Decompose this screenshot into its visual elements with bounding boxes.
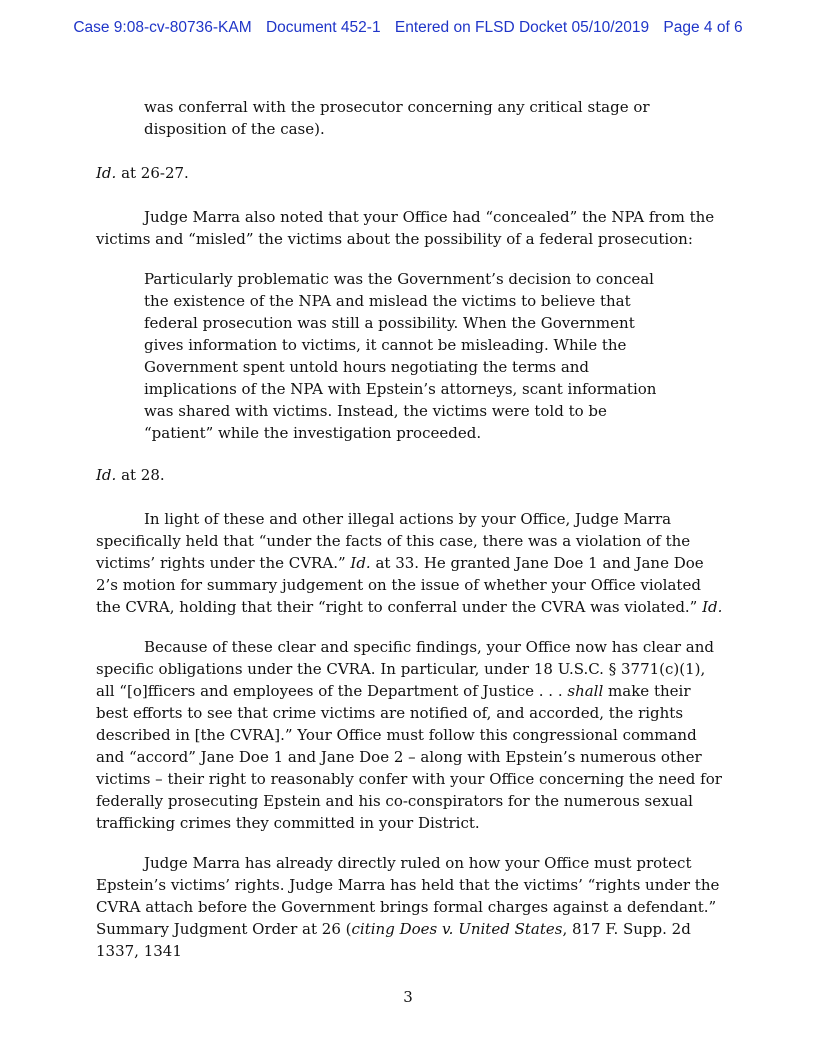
citation-line-2 — [96, 464, 726, 486]
citation-line-1 — [96, 162, 726, 184]
citation-pages: at 26-27. — [116, 164, 189, 182]
header-entered-date: Entered on FLSD Docket 05/10/2019 — [394, 19, 650, 36]
citation-id: Id. — [702, 598, 723, 616]
paragraph-concealed: Judge Marra also noted that your Office had “concealed” the NPA from the victims and “misled” the victims about the possibility of a federal prosecution: — [96, 208, 715, 248]
block-quote-conferral: was conferral with the prosecutor concerning any critical stage or disposition of the case). — [144, 98, 650, 138]
citation-id: Id. — [350, 554, 371, 572]
paragraph-text: In light of these and other illegal actions by your Office, Judge Marra specifically held that “under the facts of this case, there was a violation of the victims’ rights under the CVRA.” — [96, 510, 691, 572]
docket-header — [0, 19, 816, 37]
paragraph-violation-held — [96, 508, 726, 618]
case-citation: citing Does v. United States — [351, 920, 563, 938]
citation-id: Id. — [96, 466, 117, 484]
block-quote-problematic: Particularly problematic was the Government’s decision to conceal the existence of the NPA and mislead the victims to believe that federal prosecution was still a possibility. When the Government gives information to victims, it cannot be misleading. While the Government spent untold hours negotiating the terms and implications of the NPA with Epstein’s attorneys, scant information was shared with victims. Instead, the victims were told to be “patient” while the investigation proceeded. — [144, 270, 657, 442]
citation-pages: at 28. — [116, 466, 165, 484]
citation-id: Id. — [96, 164, 117, 182]
paragraph-rights-attach — [96, 852, 726, 962]
header-document-number: Document 452-1 — [265, 19, 381, 36]
paragraph-text: at 33. He granted Jane Doe 1 and Jane Doe 2’s motion for summary judgement on the issue of whether your Office violated the CVRA, holding that their “right to conferral under the CVRA was violated.” — [96, 554, 704, 616]
emphasis-shall: shall — [567, 682, 604, 700]
paragraph-text: Judge Marra has already directly ruled on how your Office must protect Epstein’s victims’ rights. Judge Marra has held that the victims’ “rights under the CVRA attach before the Government brings formal charges against a defendant.” Summary Judgment Order at 26 ( — [96, 854, 720, 938]
paragraph-text: make their best efforts to see that crime victims are notified of, and accorded, the rights described in [the CVRA].” Your Office must follow this congressional command and “accord” Jane Doe 1 and Jane Doe 2 – along with Epstein’s numerous other victims – their right to reasonably confer with your Office concerning the need for federally prosecuting Epstein and his co-conspirators for the numerous sexual trafficking crimes they committed in your District. — [96, 682, 722, 832]
paragraph-text: , 817 F. Supp. 2d 1337, 1341 — [96, 920, 691, 960]
paragraph-text: Because of these clear and specific findings, your Office now has clear and specific obligations under the CVRA. In particular, under 18 U.S.C. § 3771(c)(1), all “[o]fficers and employees of the Department of Justice . . . — [96, 638, 714, 700]
header-case-number: Case 9:08-cv-80736-KAM — [73, 19, 252, 36]
page-number: 3 — [403, 988, 413, 1006]
paragraph-obligations — [96, 636, 726, 834]
header-page-count: Page 4 of 6 — [663, 19, 743, 36]
